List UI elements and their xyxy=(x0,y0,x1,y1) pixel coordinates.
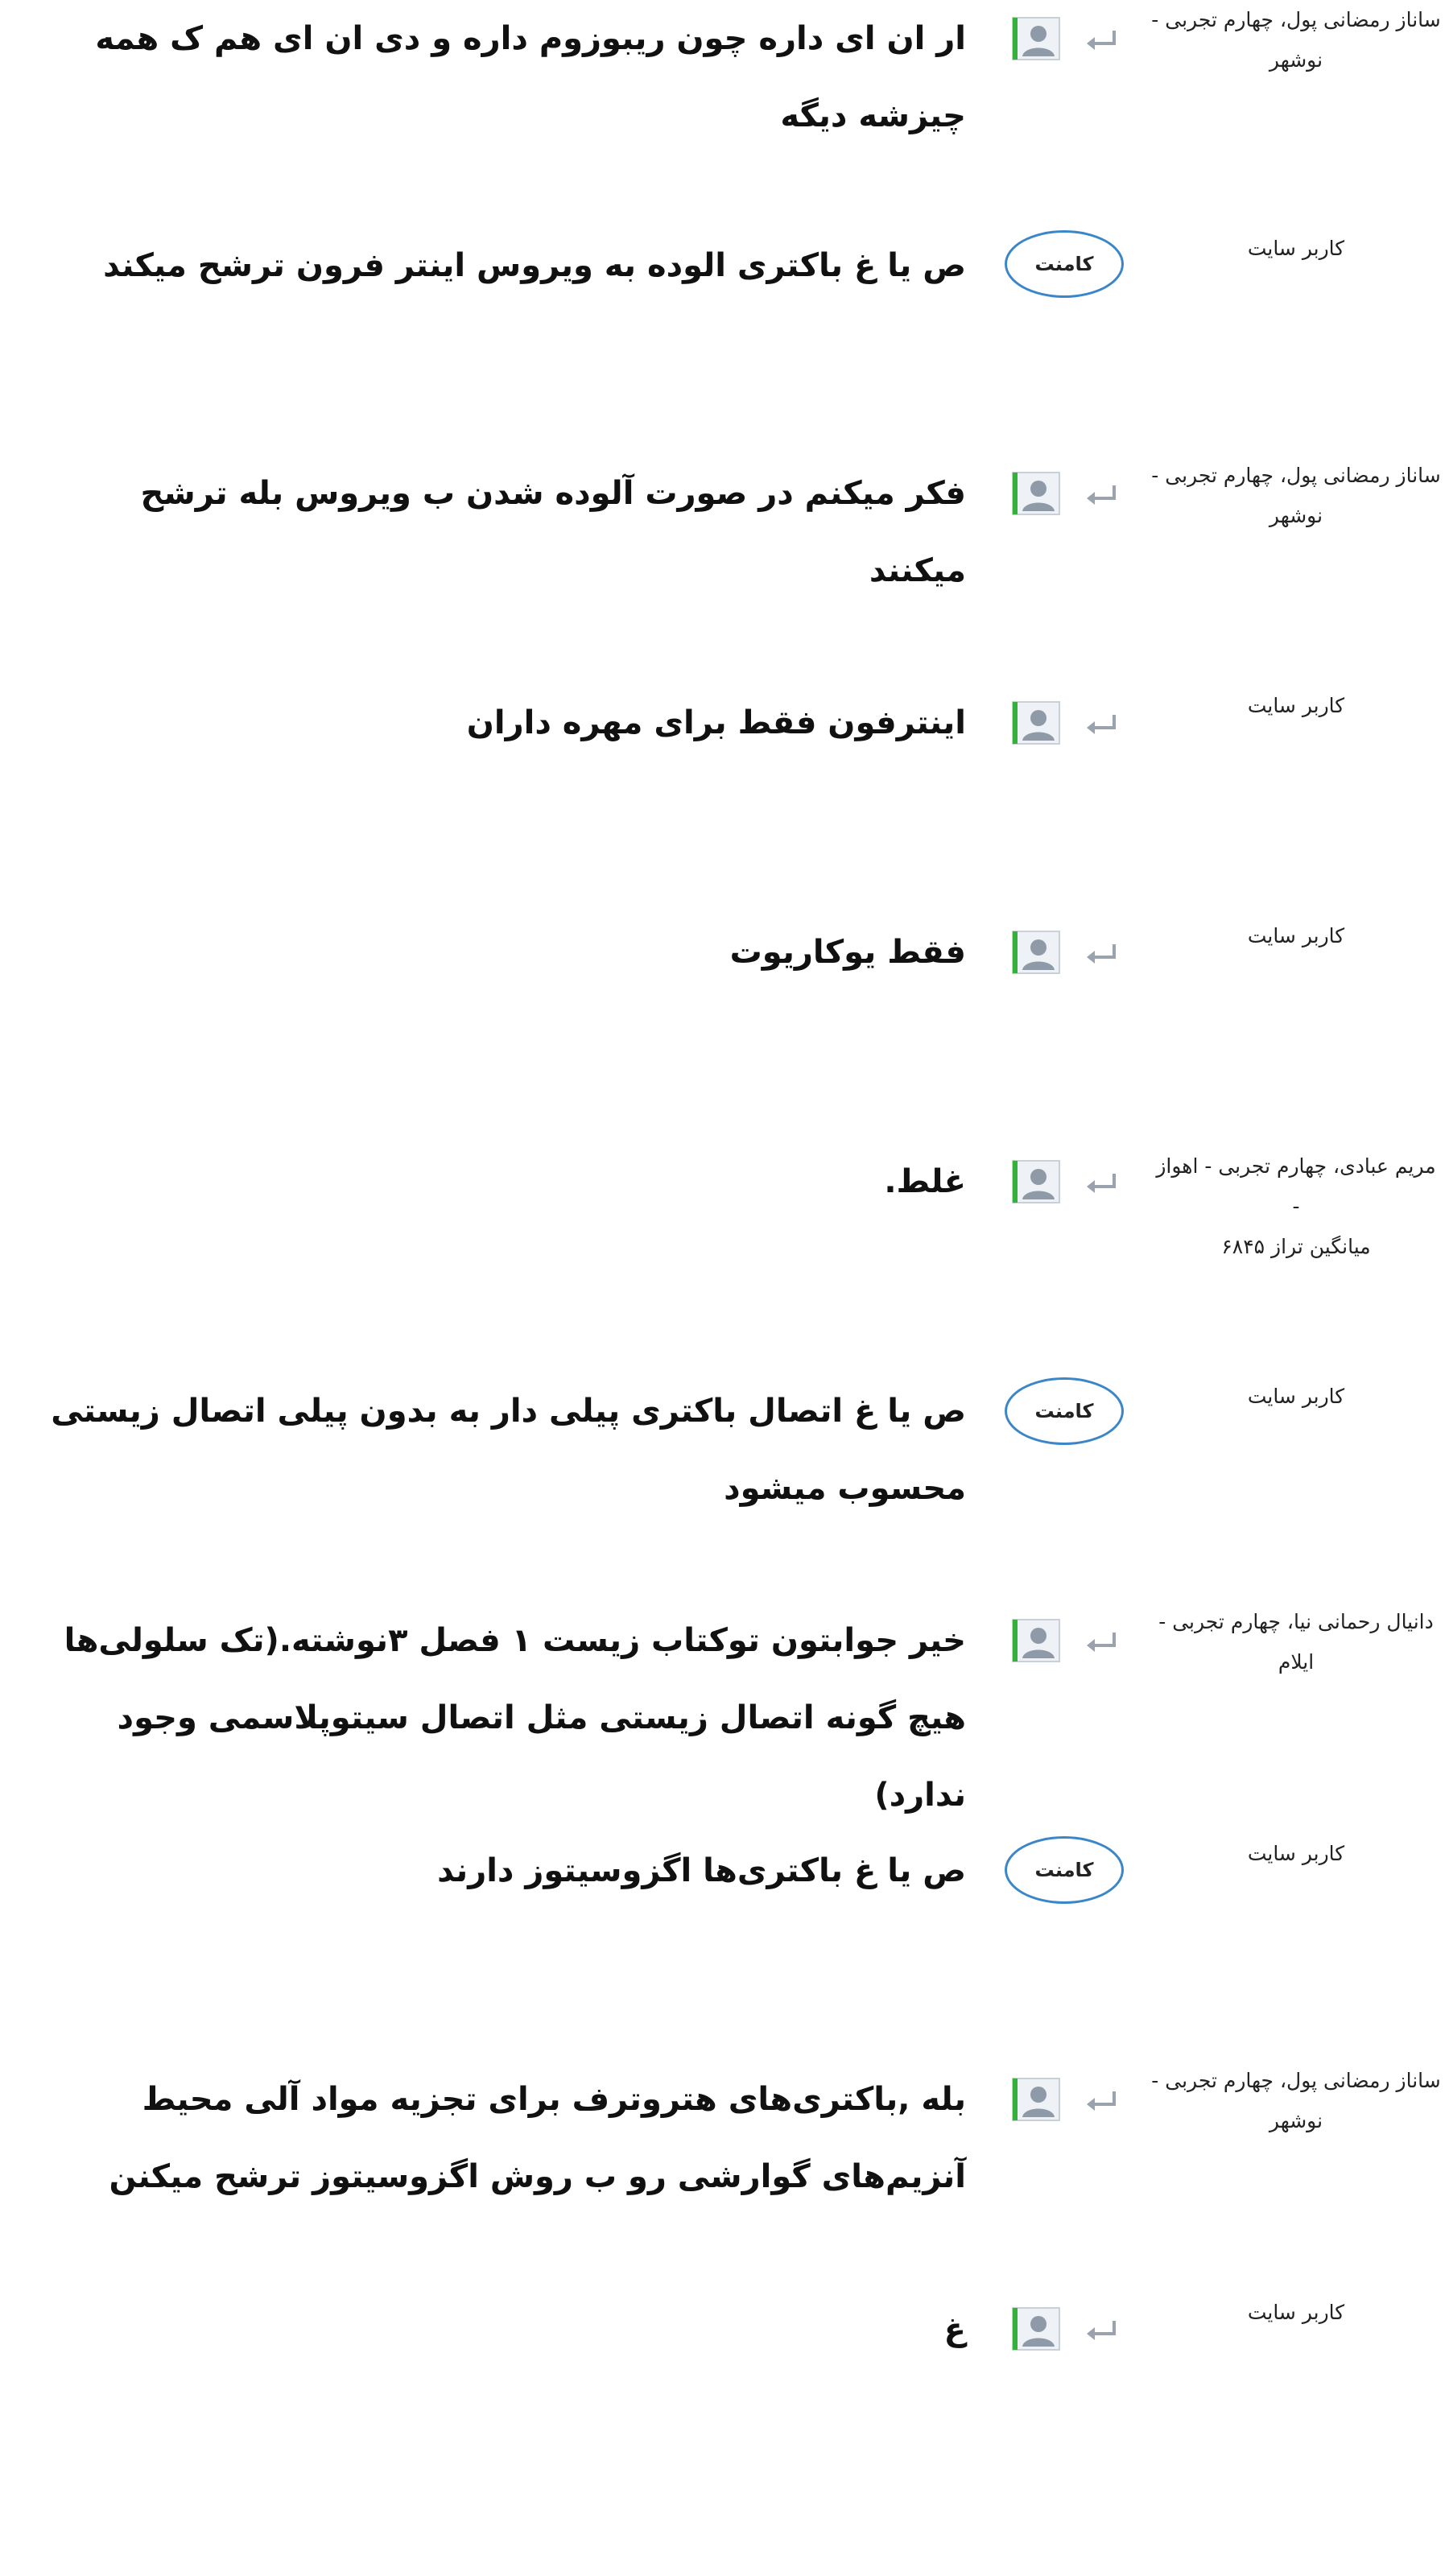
comment-button[interactable]: کامنت xyxy=(1005,230,1124,298)
author-name: ساناز رمضانی پول، چهارم تجربی - xyxy=(1151,2069,1441,2092)
user-avatar-icon xyxy=(1011,1618,1061,1663)
author-name: کاربر سایت xyxy=(1247,1385,1345,1408)
reply-arrow-icon[interactable] xyxy=(1084,1629,1119,1653)
comment-message: بله ,باکتری‌های هتروترف برای تجزیه مواد آلی محیط آنزیم‌های گوارشی رو ب روش اگزوسیتوز ترشح میکنن xyxy=(109,2081,966,2195)
comment-author[interactable] xyxy=(1151,1377,1441,1417)
comment-author[interactable] xyxy=(1151,1834,1441,1874)
author-name: دانیال رحمانی نیا، چهارم تجربی - xyxy=(1158,1610,1434,1633)
reply-arrow-icon[interactable] xyxy=(1084,2088,1119,2112)
author-detail: نوشهر xyxy=(1269,504,1323,527)
author-detail: ایلام xyxy=(1278,1650,1315,1674)
author-name: کاربر سایت xyxy=(1247,694,1345,717)
author-detail: نوشهر xyxy=(1269,2109,1323,2132)
comment-message: اینترفون فقط برای مهره داران xyxy=(466,704,966,741)
comment-message: ص یا غ باکتری الوده به ویروس اینتر فرون ترشح میکند xyxy=(103,247,966,284)
reply-arrow-icon[interactable] xyxy=(1084,482,1119,506)
comment-author[interactable] xyxy=(1151,2293,1441,2333)
comment-button[interactable]: کامنت xyxy=(1005,1836,1124,1904)
author-name: مریم عبادی، چهارم تجربی - اهواز - xyxy=(1156,1154,1436,1218)
comment-button[interactable]: کامنت xyxy=(1005,1377,1124,1445)
user-avatar-icon xyxy=(1011,471,1061,516)
user-avatar-icon xyxy=(1011,930,1061,975)
author-name: کاربر سایت xyxy=(1247,237,1345,260)
comment-message: غ xyxy=(943,2311,966,2348)
comment-author[interactable] xyxy=(1151,229,1441,269)
user-avatar-icon xyxy=(1011,2306,1061,2351)
comment-author[interactable] xyxy=(1151,686,1441,726)
author-detail: نوشهر xyxy=(1269,48,1323,72)
user-avatar-icon xyxy=(1011,2077,1061,2122)
author-name: ساناز رمضانی پول، چهارم تجربی - xyxy=(1151,8,1441,31)
author-name: کاربر سایت xyxy=(1247,2301,1345,2324)
comment-message: ار ان ای داره چون ریبوزوم داره و دی ان ای هم ک همه چیزشه دیگه xyxy=(95,20,966,134)
comment-message: ص یا غ باکتری‌ها اگزوسیتوز دارند xyxy=(437,1852,966,1889)
comment-message: غلط. xyxy=(884,1163,966,1200)
reply-arrow-icon[interactable] xyxy=(1084,2318,1119,2342)
author-name: کاربر سایت xyxy=(1247,1842,1345,1865)
comment-author[interactable] xyxy=(1151,1146,1441,1267)
author-name: کاربر سایت xyxy=(1247,924,1345,947)
comment-message: فقط یوکاریوت xyxy=(729,934,966,971)
reply-arrow-icon[interactable] xyxy=(1084,27,1119,52)
comment-author[interactable] xyxy=(1151,2061,1441,2141)
user-avatar-icon xyxy=(1011,700,1061,745)
comment-author[interactable] xyxy=(1151,0,1441,80)
comment-author[interactable] xyxy=(1151,916,1441,956)
author-detail: میانگین تراز ۶۸۴۵ xyxy=(1221,1235,1371,1258)
author-name: ساناز رمضانی پول، چهارم تجربی - xyxy=(1151,464,1441,487)
reply-arrow-icon[interactable] xyxy=(1084,941,1119,965)
user-avatar-icon xyxy=(1011,1159,1061,1204)
reply-arrow-icon[interactable] xyxy=(1084,1170,1119,1195)
reply-arrow-icon[interactable] xyxy=(1084,712,1119,736)
user-avatar-icon xyxy=(1011,16,1061,61)
comment-message: فکر میکنم در صورت آلوده شدن ب ویروس بله ترشح میکنند xyxy=(140,475,966,589)
comment-author[interactable] xyxy=(1151,456,1441,536)
comment-message: ص یا غ اتصال باکتری پیلی دار به بدون پیلی اتصال زیستی محسوب میشود xyxy=(51,1393,966,1507)
comment-message: خیر جوابتون توکتاب زیست ۱ فصل ۳نوشته.(تک سلولی‌ها هیچ گونه اتصال زیستی مثل اتصال سیتوپلاسمی وجود ندارد) xyxy=(64,1622,966,1814)
comment-author[interactable] xyxy=(1151,1602,1441,1682)
